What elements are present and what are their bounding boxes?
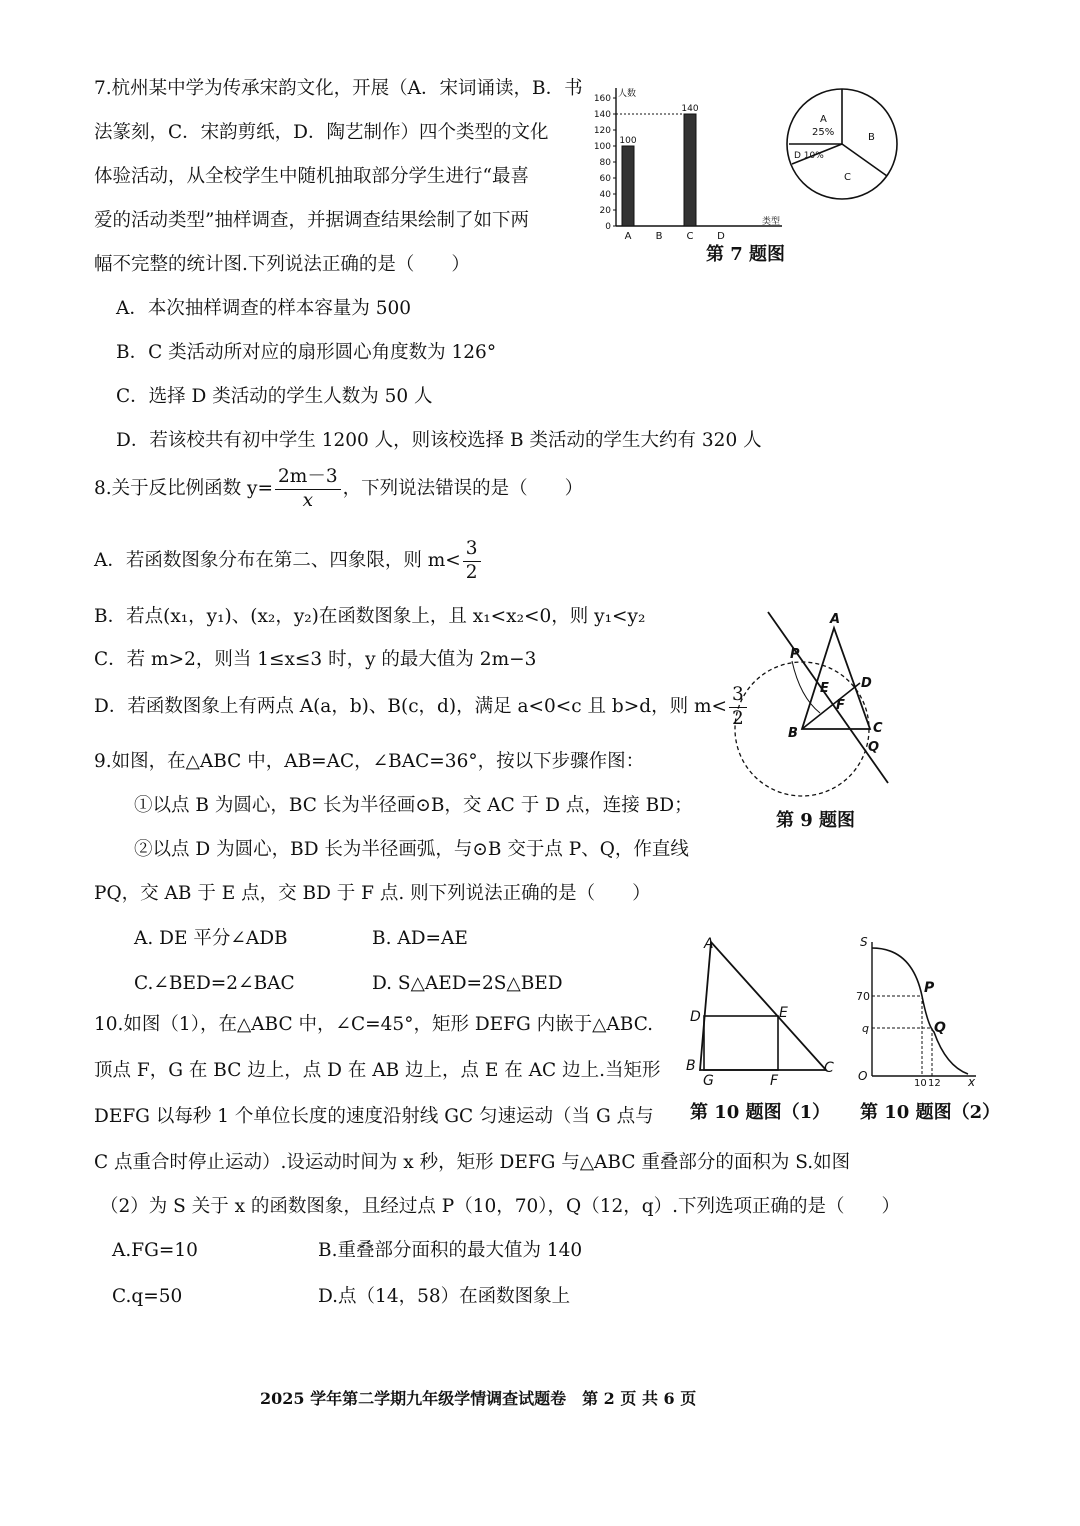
label-f: F <box>836 698 845 713</box>
pie-label-c: C <box>844 172 851 183</box>
fig10-label-c: C <box>824 1060 834 1076</box>
q7-option-c: C．选择 D 类活动的学生人数为 50 人 <box>116 386 433 407</box>
fig10-label-e: E <box>779 1005 788 1021</box>
line-pq <box>768 612 888 783</box>
x-tick-label: B <box>655 231 663 242</box>
q7-option-a: A．本次抽样调查的样本容量为 500 <box>116 298 412 319</box>
q8-opt-d-den: 2 <box>732 707 744 729</box>
y-tick-label: 140 <box>593 110 611 120</box>
fig10-label-b: B <box>686 1058 696 1074</box>
triangle-abc <box>802 628 870 729</box>
q9-step-2: ②以点 D 为圆心，BD 长为半径画弧，与⊙B 交于点 P、Q，作直线 <box>134 839 689 860</box>
fig10-label-d: D <box>690 1009 701 1025</box>
q9-figure-caption: 第 9 题图 <box>776 810 856 831</box>
label-b: B <box>788 726 798 741</box>
y-tick-label: 120 <box>593 126 611 136</box>
q7-figure-caption: 第 7 题图 <box>706 244 786 265</box>
q7-line-3: 体验活动，从全校学生中随机抽取部分学生进行“最喜 <box>94 166 529 187</box>
fig10b-label-o: O <box>858 1069 868 1083</box>
y-tick-label: 20 <box>599 206 611 216</box>
q9-step-3: PQ，交 AB 于 E 点，交 BD 于 F 点. 则下列说法正确的是（ ） <box>94 883 651 904</box>
pie-label-a: A <box>820 114 827 125</box>
y-tick-label: 160 <box>593 94 611 104</box>
fig10-label-f: F <box>770 1073 779 1089</box>
q10-option-a: A.FG=10 <box>112 1240 198 1261</box>
q8-option-c: C．若 m>2，则当 1≤x≤3 时，y 的最大值为 2m−3 <box>94 649 537 670</box>
q9-option-c: C.∠BED=2∠BAC <box>134 973 295 994</box>
segment-bd <box>802 683 860 729</box>
fig10b-label-70: 70 <box>856 990 870 1003</box>
x-tick-label: C <box>686 231 694 242</box>
q9-option-d: D. S△AED=2S△BED <box>372 973 563 994</box>
label-c: C <box>873 721 883 736</box>
q8-opt-d-num: 3 <box>729 686 747 708</box>
label-p: P <box>790 647 800 662</box>
q8-frac-num: 2m－3 <box>275 468 341 490</box>
fig10b-label-12: 12 <box>928 1078 941 1089</box>
q7-bar-chart <box>582 78 792 243</box>
q10-line-5: （2）为 S 关于 x 的函数图象，且经过点 P（10，70），Q（12，q）.下列选项正确的是（ ） <box>100 1196 900 1217</box>
q8-option-a <box>94 540 483 582</box>
fig10b-label-point-q: Q <box>934 1020 946 1036</box>
fig10b-label-10: 10 <box>914 1078 927 1089</box>
label-q: Q <box>868 740 880 755</box>
pie-label-d: D 10% <box>794 151 824 161</box>
q7-line-1: 7.杭州某中学为传承宋韵文化，开展（A．宋词诵读，B．书 <box>94 78 583 99</box>
fig10b-label-p: P <box>924 980 935 996</box>
q10-line-2: 顶点 F，G 在 BC 边上，点 D 在 AB 边上，点 E 在 AC 边上.当矩形 <box>94 1060 661 1081</box>
rectangle-defg <box>704 1016 778 1070</box>
y-axis-label: 人数 <box>618 89 637 99</box>
q8-opt-a-den: 2 <box>465 561 478 583</box>
q10-line-3: DEFG 以每秒 1 个单位长度的速度沿射线 GC 匀速运动（当 G 点与 <box>94 1106 654 1127</box>
q7-option-d: D．若该校共有初中学生 1200 人，则该校选择 B 类活动的学生大约有 320 人 <box>116 430 762 451</box>
q10-figure-2-caption: 第 10 题图（2） <box>860 1102 1001 1123</box>
bar-C <box>684 114 696 226</box>
fig10-label-a: A <box>704 936 714 952</box>
triangle-abc-10 <box>700 942 826 1070</box>
y-tick-label: 0 <box>605 222 611 232</box>
pie-label-a-pct: 25% <box>812 127 835 138</box>
q9-option-a: A. DE 平分∠ADB <box>134 928 288 949</box>
q8-stem <box>94 468 583 510</box>
q8-stem-before: 8.关于反比例函数 y= <box>94 477 273 499</box>
q8-stem-after: ，下列说法错误的是（ ） <box>342 477 584 499</box>
q8-frac-den: x <box>302 489 314 511</box>
fig10-label-g: G <box>703 1073 714 1089</box>
q7-line-5: 幅不完整的统计图.下列说法正确的是（ ） <box>94 254 470 275</box>
q7-pie-chart <box>782 82 902 207</box>
q8-option-b: B．若点(x₁，y₁)、(x₂，y₂)在函数图象上，且 x₁<x₂<0，则 y₁<y₂ <box>94 606 646 627</box>
q10-figure-1 <box>684 930 844 1090</box>
x-tick-label: A <box>624 231 632 242</box>
q9-stem: 9.如图，在△ABC 中，AB=AC，∠BAC=36°，按以下步骤作图： <box>94 751 645 772</box>
x-axis-label: 类型 <box>762 217 781 227</box>
q7-option-b: B．C 类活动所对应的扇形圆心角度数为 126° <box>116 342 497 363</box>
q9-figure <box>730 605 905 800</box>
x-tick-label: D <box>717 231 725 242</box>
q10-option-d: D.点（14，58）在函数图象上 <box>318 1286 571 1307</box>
q7-line-2: 法篆刻，C．宋韵剪纸，D．陶艺制作）四个类型的文化 <box>94 122 549 143</box>
q10-line-4: C 点重合时停止运动）.设运动时间为 x 秒，矩形 DEFG 与△ABC 重叠部分的面积为 S.如图 <box>94 1152 851 1173</box>
y-tick-label: 80 <box>599 158 611 168</box>
bar-data-label: 140 <box>681 104 699 114</box>
pie-label-b: B <box>868 132 875 143</box>
q9-step-1: ①以点 B 为圆心，BC 长为半径画⊙B，交 AC 于 D 点，连接 BD； <box>134 795 693 816</box>
q10-option-c: C.q=50 <box>112 1286 183 1307</box>
q7-line-4: 爱的活动类型”抽样调查，并据调查结果绘制了如下两 <box>94 210 529 231</box>
y-tick-label: 60 <box>599 174 611 184</box>
q8-fraction <box>275 468 341 510</box>
bar-A <box>622 146 634 226</box>
q8-opt-a-text: A．若函数图象分布在第二、四象限，则 m< <box>94 549 461 571</box>
bar-data-label: 100 <box>619 136 637 146</box>
y-tick-label: 40 <box>599 190 611 200</box>
label-a: A <box>830 612 841 627</box>
q9-option-b: B. AD=AE <box>372 928 468 949</box>
q10-line-1: 10.如图（1），在△ABC 中，∠C=45°，矩形 DEFG 内嵌于△ABC. <box>94 1014 654 1035</box>
q8-opt-d-text: D．若函数图象上有两点 A(a，b)、B(c，d)，满足 a<0<c 且 b>d，则 m< <box>94 695 728 717</box>
q8-opt-a-frac <box>463 540 481 582</box>
y-tick-label: 100 <box>593 142 611 152</box>
q10-figure-2 <box>854 934 984 1094</box>
fig10b-label-s: S <box>860 935 868 949</box>
label-d: D <box>861 676 872 691</box>
fig10b-label-x: x <box>968 1075 976 1089</box>
fig10b-curve <box>872 948 968 1074</box>
fig10b-label-q-axis: q <box>862 1022 869 1035</box>
q8-option-d <box>94 686 749 728</box>
q10-option-b: B.重叠部分面积的最大值为 140 <box>318 1240 583 1261</box>
label-e: E <box>820 681 829 696</box>
q10-figure-1-caption: 第 10 题图（1） <box>690 1102 831 1123</box>
q8-opt-a-num: 3 <box>463 540 481 562</box>
page-footer: 2025 学年第二学期九年级学情调查试题卷 第 2 页 共 6 页 <box>260 1389 697 1408</box>
